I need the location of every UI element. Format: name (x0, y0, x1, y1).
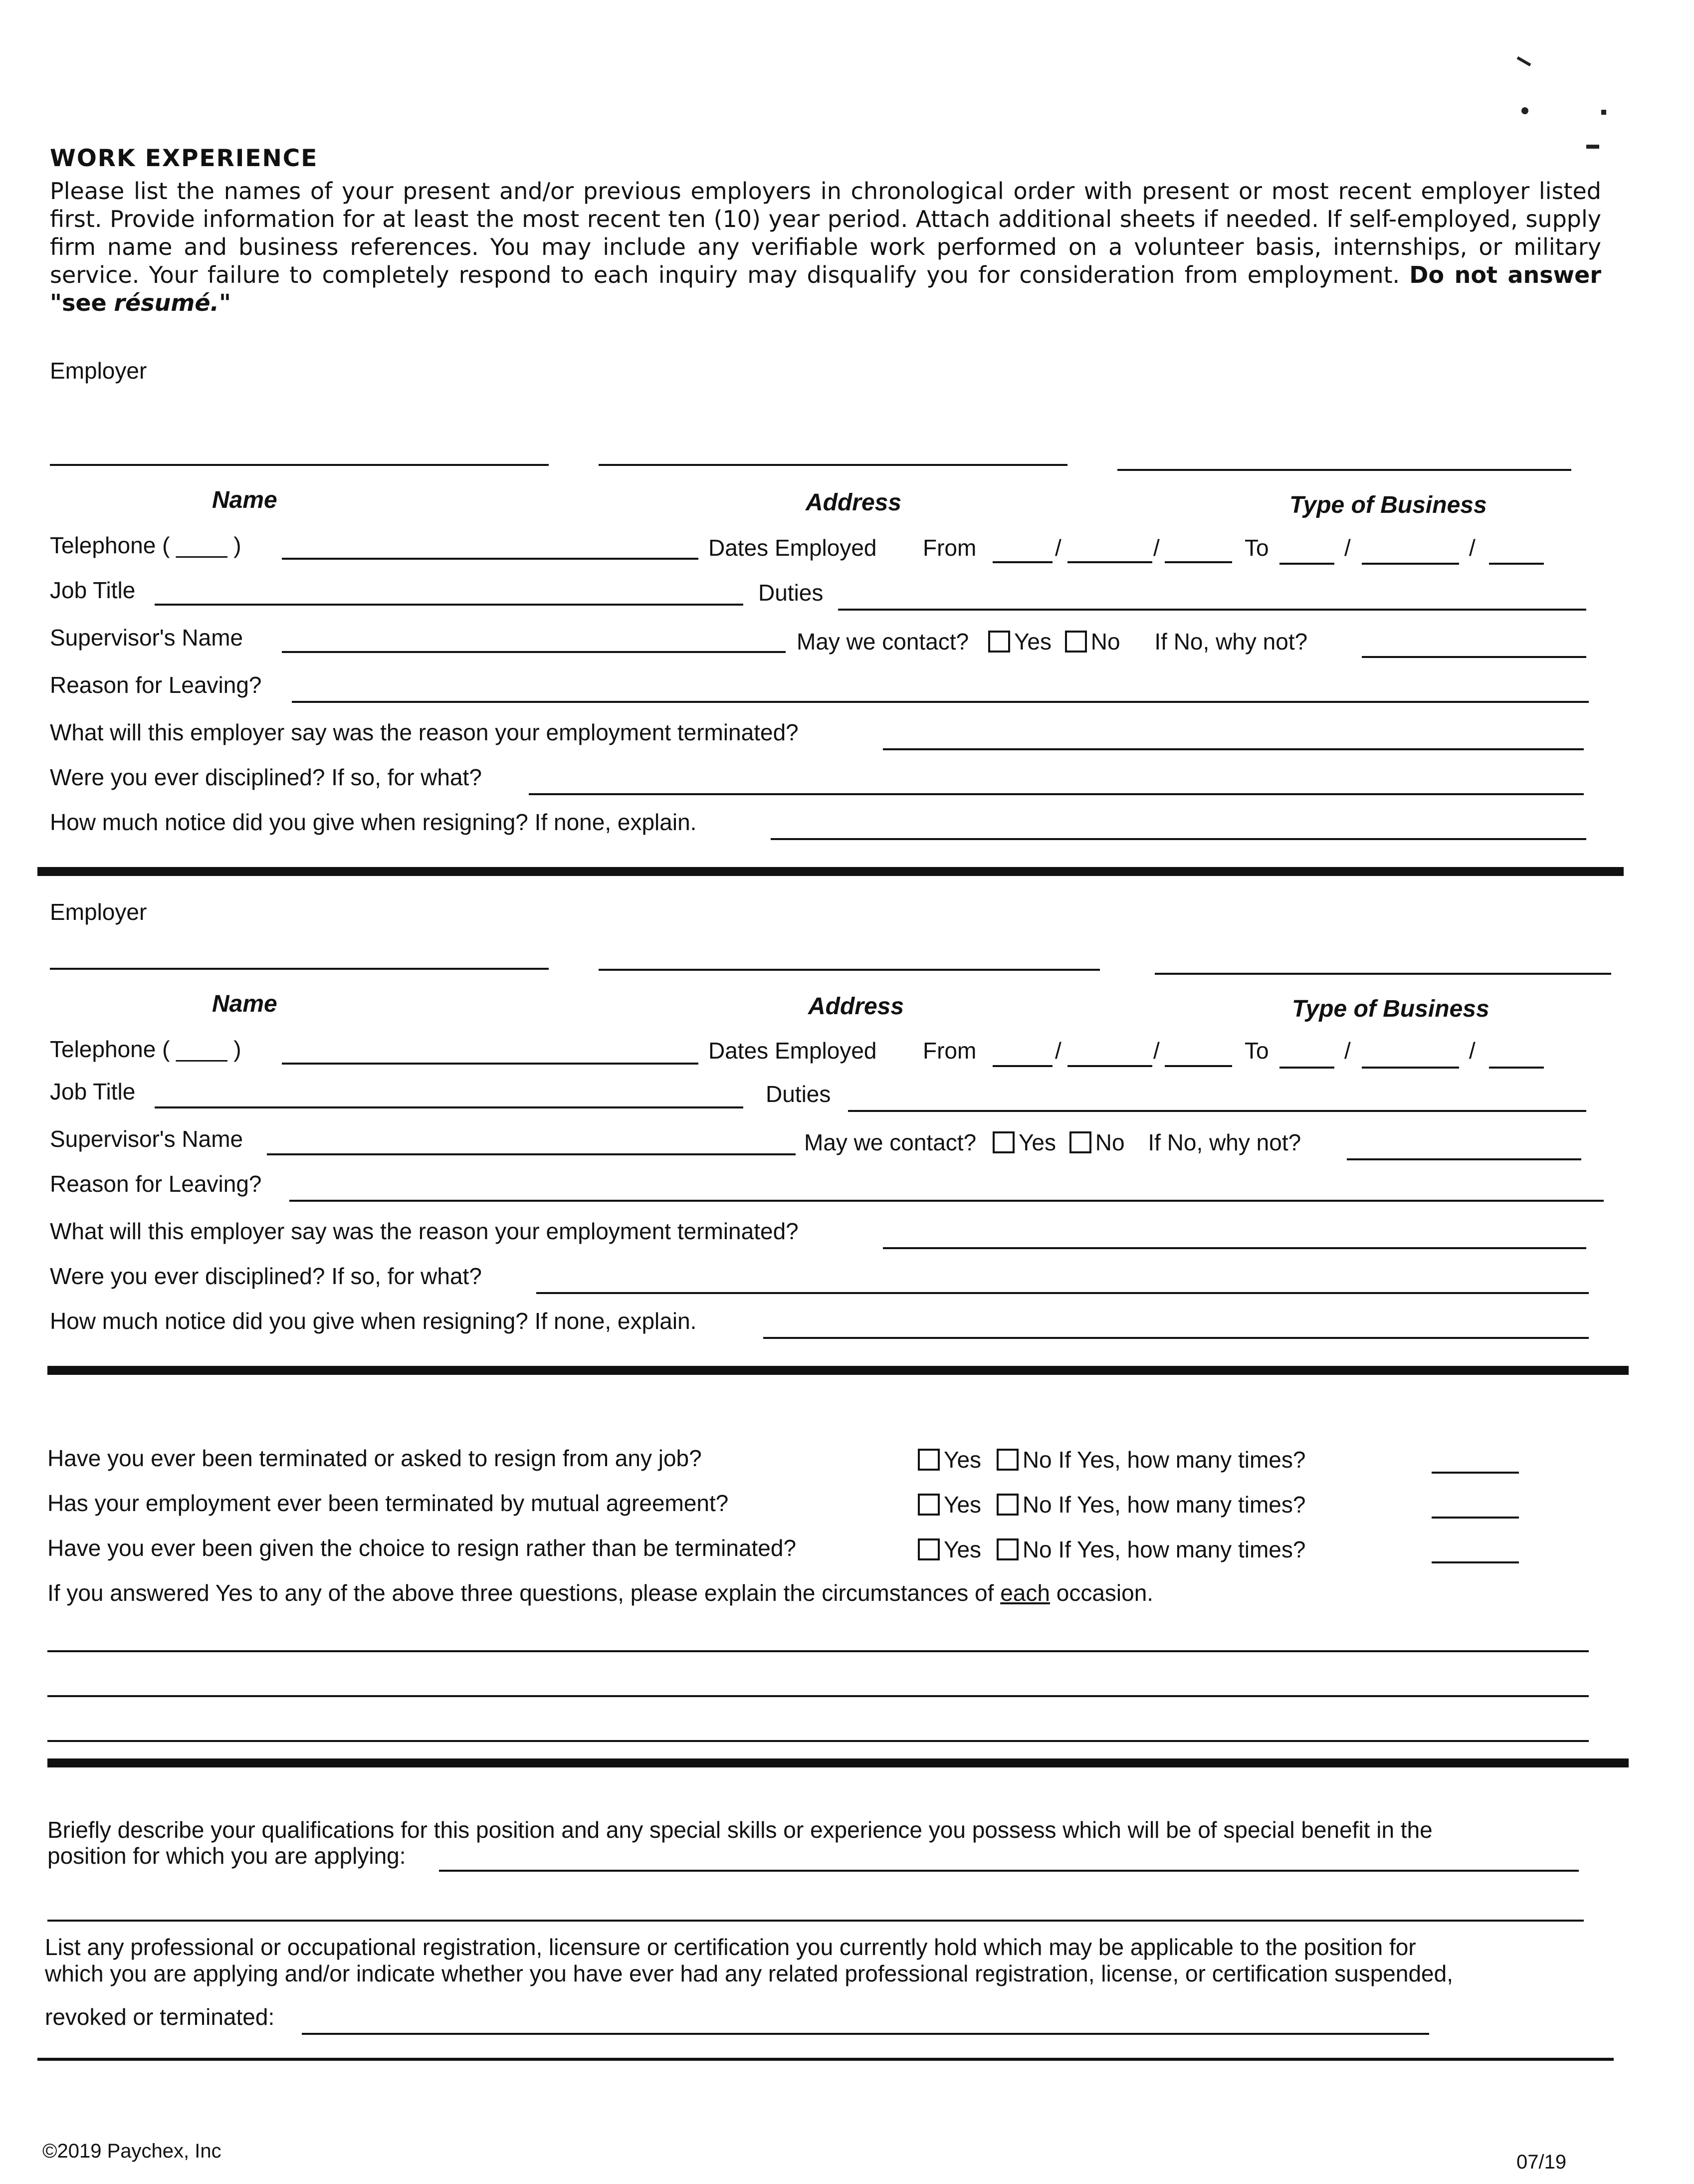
employer-2-from-day[interactable] (1067, 1065, 1152, 1067)
termination-answer-2 (918, 1491, 1305, 1519)
employer-2-why-not-label: If No, why not? (1148, 1129, 1301, 1155)
employer-2-label: Employer (50, 899, 147, 925)
employer-2-supervisor-field[interactable] (267, 1153, 796, 1155)
employer-1-contact-no-label: No (1090, 629, 1120, 655)
employer-1-contact-yes-label: Yes (1014, 629, 1052, 655)
licensure-prompt-line-1: List any professional or occupational registration, licensure or certification you currently hold which may be applicable to the position for (45, 1934, 1416, 1960)
employer-1-notice-field[interactable] (771, 838, 1586, 840)
employer-1-disciplined-field[interactable] (529, 793, 1584, 795)
employer-2-contact-no-checkbox[interactable] (1069, 1131, 1091, 1153)
employer-1-disciplined-label: Were you ever disciplined? If so, for what? (50, 764, 482, 790)
employer-2-contact-yes-label: Yes (1018, 1129, 1056, 1155)
termination-explain-each: each (1000, 1580, 1050, 1606)
employer-2-contact-label: May we contact? (804, 1129, 977, 1155)
licensure-prompt-line-2: which you are applying and/or indicate whether you have ever had any related professional registration, license, or certification suspended, (45, 1961, 1454, 1986)
employer-2-reason-label: Reason for Leaving? (50, 1171, 262, 1197)
termination-1-no-label: No (1022, 1447, 1052, 1473)
employer-1-why-not-label: If No, why not? (1154, 629, 1308, 655)
employer-1-duties-field[interactable] (838, 609, 1586, 611)
section-title: WORK EXPERIENCE (50, 145, 318, 172)
employer-1-to-year[interactable] (1489, 563, 1544, 565)
termination-2-yes-checkbox[interactable] (918, 1494, 940, 1516)
employer-1-contact-no-checkbox[interactable] (1065, 631, 1087, 653)
termination-explain-prompt (47, 1579, 1153, 1607)
employer-2-contact-group (804, 1128, 1301, 1156)
employer-2-from-label: From (923, 1038, 977, 1064)
termination-explain-line-2[interactable] (47, 1695, 1589, 1697)
termination-3-no-checkbox[interactable] (997, 1538, 1019, 1560)
employer-2-disciplined-label: Were you ever disciplined? If so, for what? (50, 1263, 482, 1289)
termination-2-no-label: No (1022, 1492, 1052, 1518)
employer-2-type-caption: Type of Business (1292, 996, 1489, 1022)
employer-1-telephone-label: Telephone ( ____ ) (50, 532, 241, 558)
scan-mark (1521, 107, 1528, 114)
termination-answer-3 (918, 1535, 1305, 1563)
employer-1-address-caption: Address (806, 489, 902, 516)
termination-question-3: Have you ever been given the choice to resign rather than be terminated? (47, 1535, 797, 1561)
termination-3-yes-checkbox[interactable] (918, 1538, 940, 1560)
employer-2-employer-say-label: What will this employer say was the reason your employment terminated? (50, 1218, 799, 1244)
employer-2-duties-label: Duties (766, 1081, 831, 1107)
date-slash: / (1469, 1038, 1476, 1064)
employer-1-reason-field[interactable] (292, 701, 1589, 703)
date-slash: / (1344, 535, 1351, 561)
termination-1-no-checkbox[interactable] (997, 1449, 1019, 1471)
qualifications-field-line-2[interactable] (47, 1920, 1584, 1922)
employer-1-why-not-field[interactable] (1362, 656, 1586, 658)
employer-1-label: Employer (50, 358, 147, 384)
employer-2-contact-yes-checkbox[interactable] (993, 1131, 1015, 1153)
employer-2-why-not-field[interactable] (1347, 1158, 1581, 1160)
intro-warning-resume: résumé. (114, 289, 219, 316)
employer-2-disciplined-field[interactable] (536, 1292, 1589, 1294)
intro-text: Please list the names of your present and/or previous employers in chronological order with present or most recent employer listed first. Provide information for at least the most recent ten (10) year period. Attach additional sheets if needed. If self-employed, supply firm name and business references. You may include any verifiable work performed on a volunteer basis, internships, or military service. Your failure to completely respond to each inquiry may disqualify you for consideration from employment. (50, 178, 1601, 288)
employer-1-from-year[interactable] (1165, 561, 1232, 563)
section-divider (37, 867, 1624, 876)
employer-2-employer-say-field[interactable] (883, 1247, 1586, 1249)
scan-mark (1601, 110, 1606, 115)
employer-1-from-label: From (923, 535, 977, 561)
date-slash: / (1153, 535, 1160, 561)
employer-1-from-day[interactable] (1067, 561, 1152, 563)
employer-1-contact-group (797, 628, 1307, 655)
licensure-prompt-line-3: revoked or terminated: (45, 2004, 275, 2030)
employer-1-notice-label: How much notice did you give when resigning? If none, explain. (50, 809, 697, 835)
employer-2-name-caption: Name (212, 991, 277, 1017)
qualifications-prompt-line-2: position for which you are applying: (47, 1843, 406, 1869)
intro-warning: Do not answer "see (50, 261, 1602, 316)
employer-2-supervisor-label: Supervisor's Name (50, 1126, 243, 1152)
section-divider (47, 1366, 1629, 1375)
employer-1-type-caption: Type of Business (1289, 492, 1487, 518)
employer-2-telephone-field[interactable] (282, 1063, 698, 1065)
employer-1-contact-label: May we contact? (797, 629, 969, 655)
employer-1-supervisor-field[interactable] (282, 651, 786, 653)
employer-1-dates-label: Dates Employed (708, 535, 877, 561)
employer-2-name-field[interactable] (50, 968, 549, 970)
termination-explain-text: If you answered Yes to any of the above three questions, please explain the circumstances of (47, 1580, 994, 1606)
termination-3-how-many-label: If Yes, how many times? (1058, 1536, 1306, 1562)
qualifications-field-line-1[interactable] (439, 1870, 1579, 1872)
employer-2-reason-field[interactable] (289, 1200, 1604, 1202)
employer-2-job-title-field[interactable] (155, 1106, 743, 1108)
employer-2-business-field[interactable] (1155, 973, 1611, 975)
termination-1-count-field[interactable] (1432, 1472, 1519, 1474)
termination-3-count-field[interactable] (1432, 1561, 1519, 1563)
scan-mark (1586, 145, 1599, 149)
termination-question-1: Have you ever been terminated or asked to resign from any job? (47, 1445, 702, 1471)
copyright-text: ©2019 Paychex, Inc (42, 2140, 221, 2162)
employer-1-job-title-field[interactable] (155, 604, 743, 606)
employer-1-employer-say-field[interactable] (883, 748, 1584, 750)
licensure-field[interactable] (302, 2033, 1429, 2035)
section-divider (47, 1758, 1629, 1767)
employer-1-business-field[interactable] (1117, 469, 1571, 471)
date-slash: / (1055, 535, 1061, 561)
termination-2-yes-label: Yes (944, 1492, 982, 1518)
termination-explain-line-1[interactable] (47, 1650, 1589, 1652)
termination-2-count-field[interactable] (1432, 1517, 1519, 1519)
date-slash: / (1153, 1038, 1160, 1064)
employer-2-notice-label: How much notice did you give when resigning? If none, explain. (50, 1308, 697, 1334)
employer-1-to-label: To (1245, 535, 1269, 561)
employer-1-name-caption: Name (212, 487, 277, 513)
employer-2-duties-field[interactable] (848, 1110, 1586, 1112)
employer-2-to-day[interactable] (1362, 1067, 1459, 1069)
employer-1-to-day[interactable] (1362, 563, 1459, 565)
termination-3-yes-label: Yes (944, 1536, 982, 1562)
employer-2-to-label: To (1245, 1038, 1269, 1064)
employer-1-contact-yes-checkbox[interactable] (988, 631, 1010, 653)
date-slash: / (1055, 1038, 1061, 1064)
termination-2-how-many-label: If Yes, how many times? (1058, 1492, 1306, 1518)
termination-1-yes-label: Yes (944, 1447, 982, 1473)
termination-3-no-label: No (1022, 1536, 1052, 1562)
form-date: 07/19 (1516, 2151, 1567, 2173)
termination-answer-1 (918, 1446, 1305, 1474)
employer-2-notice-field[interactable] (763, 1337, 1589, 1339)
scan-mark (1517, 56, 1531, 66)
employer-2-from-year[interactable] (1165, 1065, 1232, 1067)
employer-1-from-month[interactable] (993, 561, 1053, 563)
termination-explain-line-3[interactable] (47, 1740, 1589, 1742)
employer-1-job-title-label: Job Title (50, 577, 136, 603)
termination-1-yes-checkbox[interactable] (918, 1449, 940, 1471)
employer-2-address-caption: Address (808, 993, 904, 1020)
employer-1-employer-say-label: What will this employer say was the reason your employment terminated? (50, 719, 799, 745)
intro-warning-quote: " (219, 289, 231, 316)
employer-2-contact-no-label: No (1095, 1129, 1125, 1155)
qualifications-prompt-line-1: Briefly describe your qualifications for this position and any special skills or experience you possess which will be of special benefit in the (47, 1817, 1433, 1843)
section-bottom-rule (37, 2058, 1614, 2061)
termination-2-no-checkbox[interactable] (997, 1494, 1019, 1516)
employer-2-to-month[interactable] (1279, 1067, 1334, 1069)
employer-2-from-month[interactable] (993, 1065, 1053, 1067)
employer-1-name-field[interactable] (50, 464, 549, 466)
employer-1-to-month[interactable] (1279, 563, 1334, 565)
employer-1-reason-label: Reason for Leaving? (50, 672, 262, 698)
termination-1-how-many-label: If Yes, how many times? (1058, 1447, 1306, 1473)
employer-2-address-field[interactable] (599, 969, 1100, 971)
employer-2-job-title-label: Job Title (50, 1079, 136, 1104)
date-slash: / (1469, 535, 1476, 561)
employer-2-telephone-label: Telephone ( ____ ) (50, 1036, 241, 1062)
date-slash: / (1344, 1038, 1351, 1064)
termination-explain-end: occasion. (1056, 1580, 1154, 1606)
termination-question-2: Has your employment ever been terminated by mutual agreement? (47, 1490, 729, 1516)
employer-1-address-field[interactable] (599, 464, 1067, 466)
intro-paragraph (50, 177, 1601, 317)
employer-1-supervisor-label: Supervisor's Name (50, 625, 243, 651)
employer-2-dates-label: Dates Employed (708, 1038, 877, 1064)
employer-1-duties-label: Duties (758, 580, 824, 606)
employer-2-to-year[interactable] (1489, 1067, 1544, 1069)
employer-1-telephone-field[interactable] (282, 558, 698, 560)
